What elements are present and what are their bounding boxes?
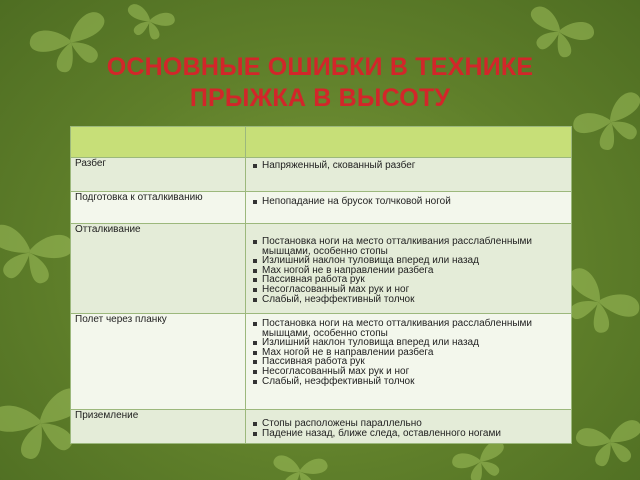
table-row (71, 224, 572, 314)
error-item: Пассивная работа рук (262, 275, 567, 285)
row-label: Разбег (71, 158, 246, 192)
row-label: Приземление (71, 410, 246, 444)
error-item: Постановка ноги на место отталкивания расслабленными мышцами, особенно стопы (262, 237, 567, 256)
table-row (71, 192, 572, 224)
butterfly-icon (122, 3, 176, 44)
error-item: Пассивная работа рук (262, 357, 567, 367)
error-item: Напряженный, скованный разбег (262, 161, 567, 171)
table-header-cell (246, 127, 572, 158)
error-item: Постановка ноги на место отталкивания расслабленными мышцами, особенно стопы (262, 319, 567, 338)
errors-table (70, 126, 572, 444)
error-list (250, 419, 567, 438)
butterfly-icon (570, 89, 640, 160)
butterfly-icon (575, 419, 640, 470)
row-label: Полет через планку (71, 314, 246, 410)
row-label: Отталкивание (71, 224, 246, 314)
error-list (250, 319, 567, 386)
error-item: Падение назад, ближе следа, оставленного ногами (262, 429, 567, 439)
error-item: Стопы расположены параллельно (262, 419, 567, 429)
butterfly-icon (450, 438, 512, 480)
error-list (250, 197, 567, 207)
error-item: Несогласованный мах рук и ног (262, 285, 567, 295)
error-item: Излишний наклон туловища вперед или назад (262, 256, 567, 266)
row-label: Подготовка к отталкиванию (71, 192, 246, 224)
error-item: Излишний наклон туловища вперед или назад (262, 338, 567, 348)
slide-title: ОСНОВНЫЕ ОШИБКИ В ТЕХНИКЕ ПРЫЖКА В ВЫСОТУ (106, 53, 534, 112)
table-row (71, 314, 572, 410)
error-item: Несогласованный мах рук и ног (262, 367, 567, 377)
error-item: Мах ногой не в направлении разбега (262, 266, 567, 276)
butterfly-icon (271, 455, 328, 480)
error-item: Непопадание на брусок толчковой ногой (262, 197, 567, 207)
table-header-cell (71, 127, 246, 158)
butterfly-icon (0, 223, 75, 288)
error-item: Слабый, неэффективный толчок (262, 295, 567, 305)
table-header-row (71, 127, 572, 158)
error-item: Мах ногой не в направлении разбега (262, 348, 567, 358)
error-list (250, 237, 567, 304)
error-item: Слабый, неэффективный толчок (262, 377, 567, 387)
table-row (71, 158, 572, 192)
table-row (71, 410, 572, 444)
error-list (250, 161, 567, 171)
